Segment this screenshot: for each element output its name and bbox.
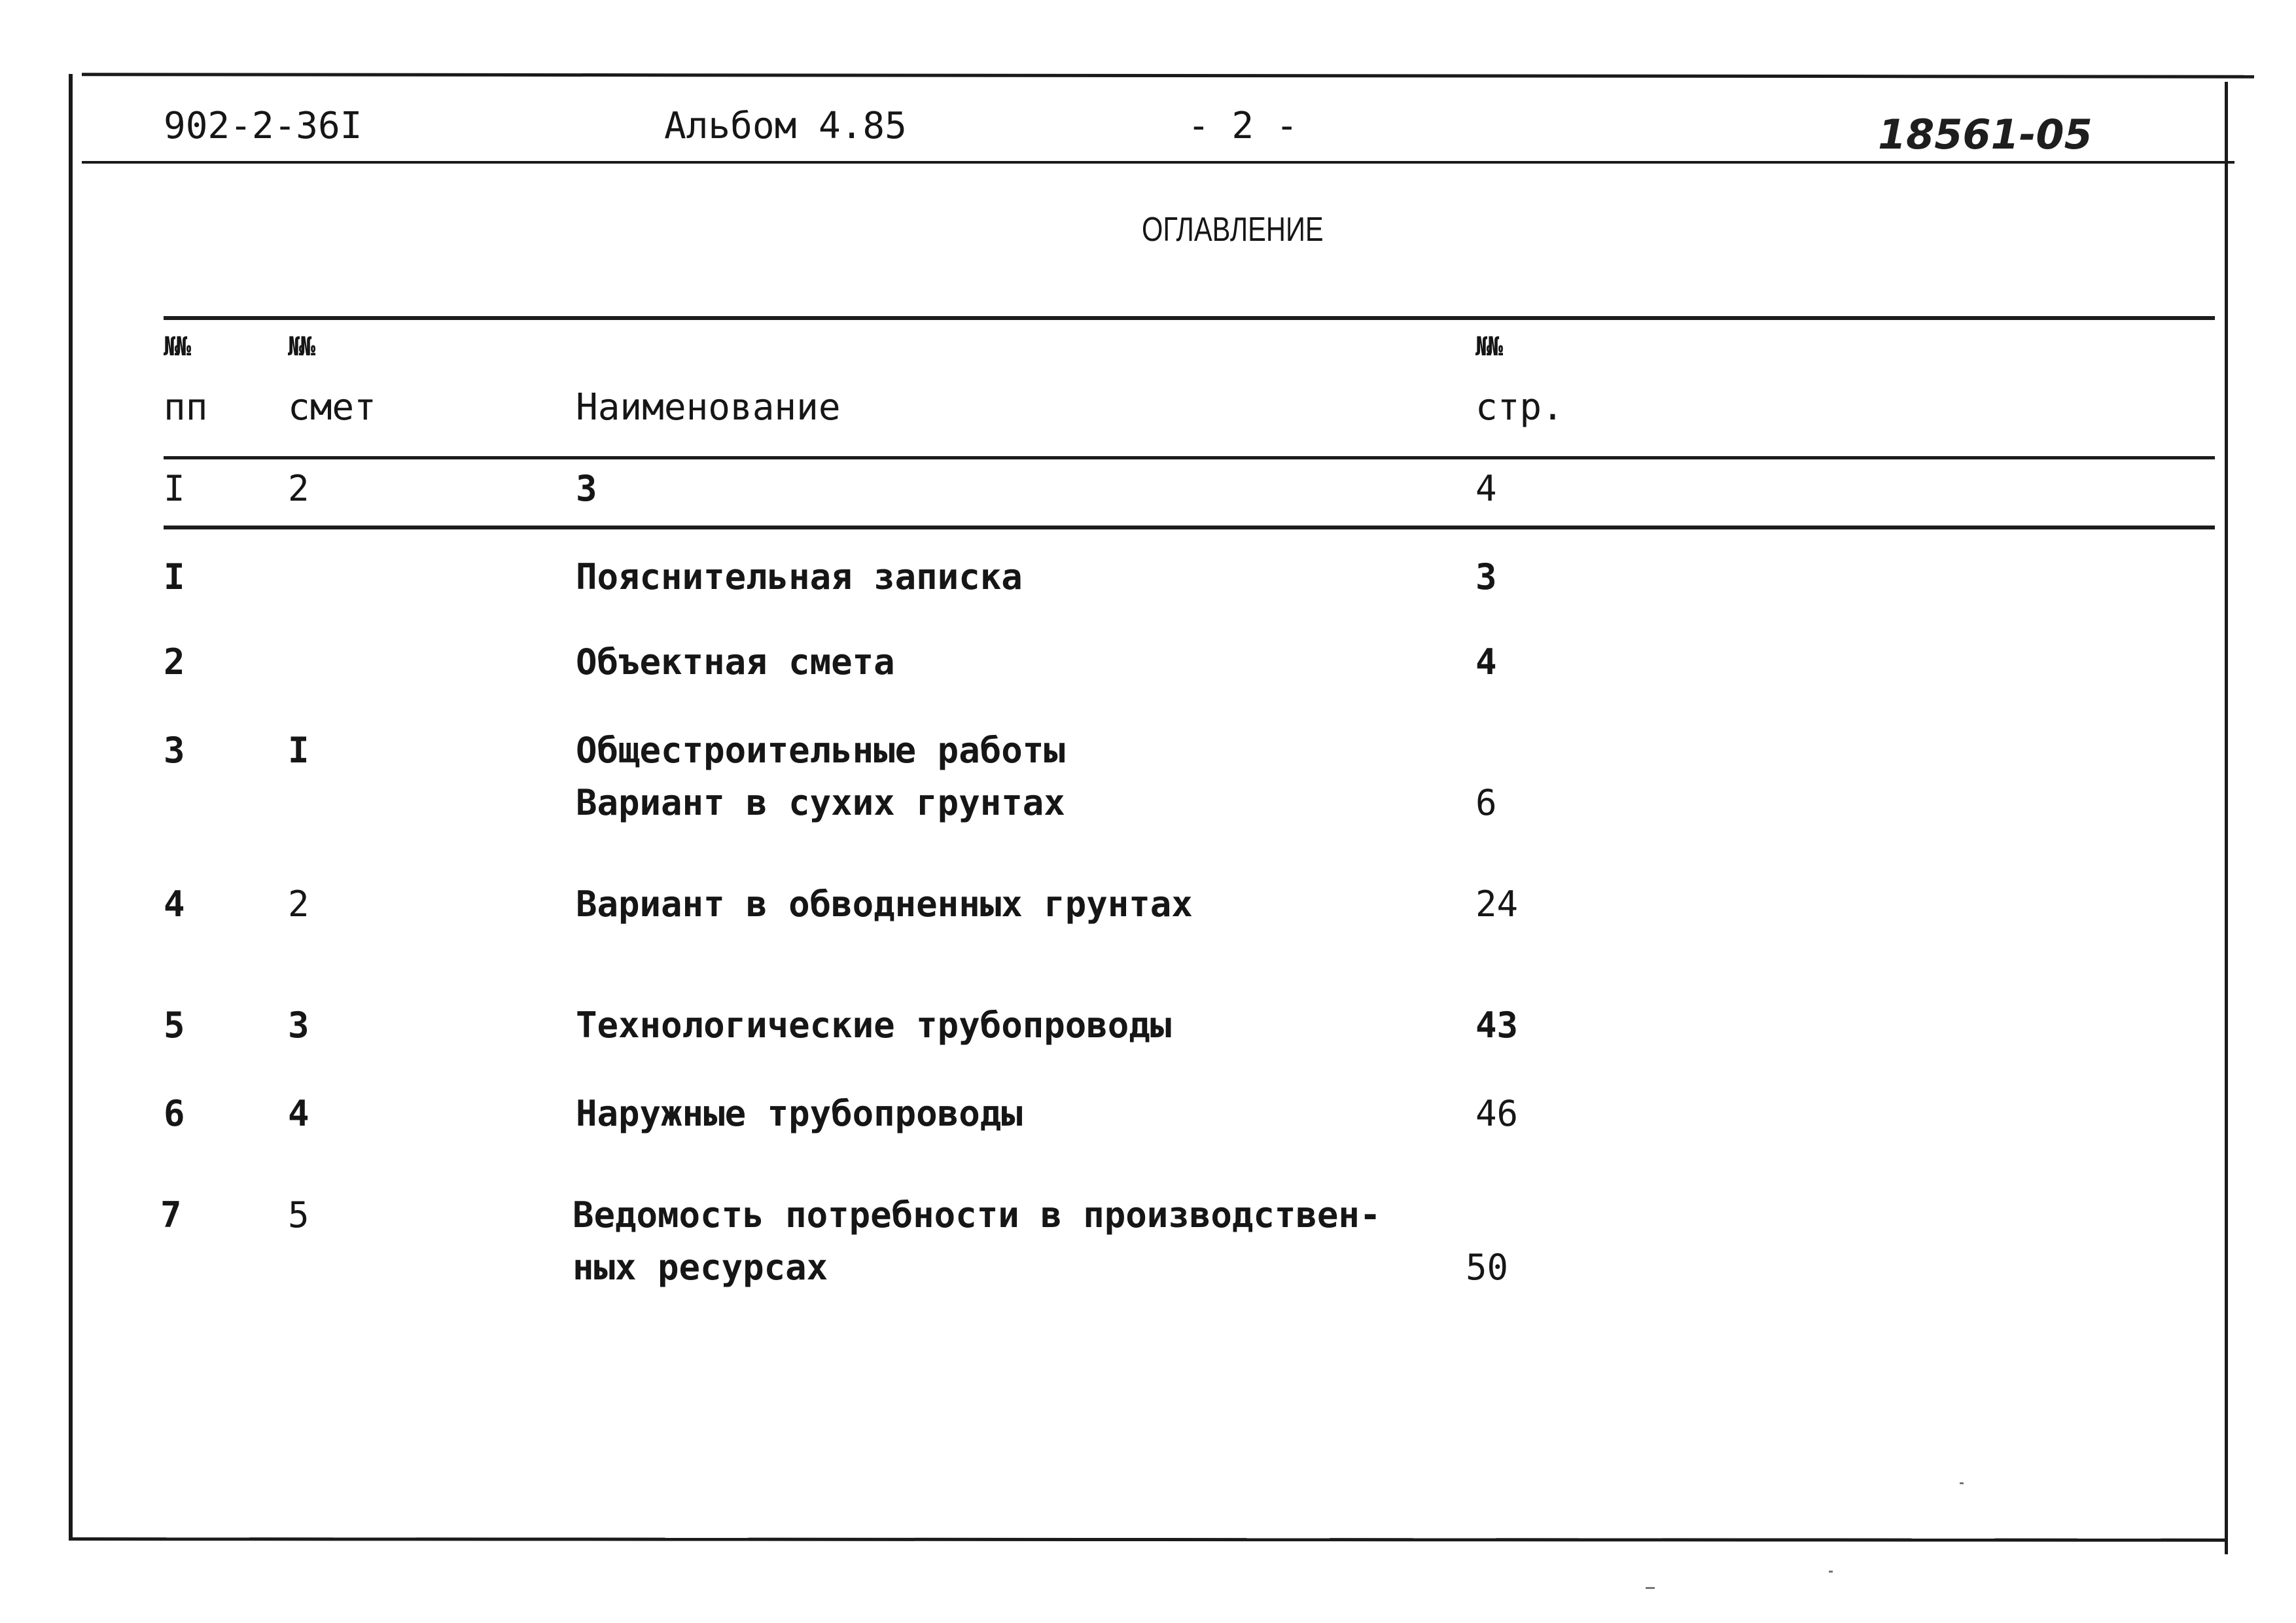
document-title: ОГЛАВЛЕНИЕ [1142, 211, 1324, 249]
row-page: 24 [1475, 883, 1519, 925]
row-pp: 6 [164, 1093, 185, 1134]
row-name: Объектная смета [576, 641, 895, 683]
row-page: 4 [1475, 641, 1497, 683]
row-pp: 2 [164, 641, 185, 683]
row-pp: 3 [164, 730, 185, 771]
row-smet: 5 [288, 1194, 309, 1236]
row-page: 50 [1466, 1247, 1509, 1288]
row-page: 46 [1475, 1093, 1519, 1134]
row-name: Наружные трубопроводы [576, 1093, 1023, 1134]
table-numbers-rule [164, 526, 2215, 529]
row-smet: 3 [288, 1005, 309, 1046]
row-name-line-2: Вариант в сухих грунтах [576, 782, 1065, 823]
row-pp: 5 [164, 1005, 185, 1046]
row-page: 3 [1475, 556, 1497, 597]
col-pp-mark: №№ [164, 332, 188, 362]
frame-bottom [69, 1537, 2228, 1542]
handwritten-number: 18561-05 [1878, 111, 2093, 158]
row-smet: 4 [288, 1093, 309, 1134]
col-number-page: 4 [1475, 468, 1497, 509]
col-name-header: Наименование [576, 386, 841, 429]
document-code: 902-2-36I [164, 105, 362, 147]
col-page-header: стр. [1475, 386, 1564, 429]
scan-speck [1646, 1587, 1655, 1589]
row-pp: 7 [160, 1194, 182, 1236]
col-number-smet: 2 [288, 468, 309, 509]
row-pp: I [164, 556, 185, 597]
col-pp-header: пп [164, 386, 208, 429]
row-name-line-2: ных ресурсах [573, 1247, 828, 1288]
col-page-mark: №№ [1475, 332, 1500, 362]
album-label: Альбом 4.85 [664, 105, 907, 147]
row-name: Технологические трубопроводы [576, 1005, 1172, 1046]
col-number-pp: I [164, 468, 185, 509]
frame-right [2225, 82, 2228, 1554]
scan-speck [1960, 1482, 1964, 1484]
scan-speck [1829, 1571, 1833, 1573]
table-header-rule [164, 456, 2215, 459]
col-number-name: 3 [576, 468, 597, 509]
frame-top [82, 73, 2254, 78]
row-page: 6 [1475, 782, 1497, 823]
row-smet: I [288, 730, 309, 771]
row-name: Вариант в обводненных грунтах [576, 883, 1193, 925]
header-divider [82, 161, 2234, 164]
row-name-line-1: Общестроительные работы [576, 730, 1065, 771]
row-name: Пояснительная записка [576, 556, 1023, 597]
table-top-rule [164, 316, 2215, 320]
row-pp: 4 [164, 883, 185, 925]
col-smet-mark: №№ [288, 332, 312, 362]
page-number: - 2 - [1188, 105, 1298, 147]
col-smet-header: смет [288, 386, 376, 429]
row-smet: 2 [288, 883, 309, 925]
frame-left [69, 74, 73, 1540]
row-page: 43 [1475, 1005, 1519, 1046]
row-name-line-1: Ведомость потребности в производствен- [573, 1194, 1381, 1236]
